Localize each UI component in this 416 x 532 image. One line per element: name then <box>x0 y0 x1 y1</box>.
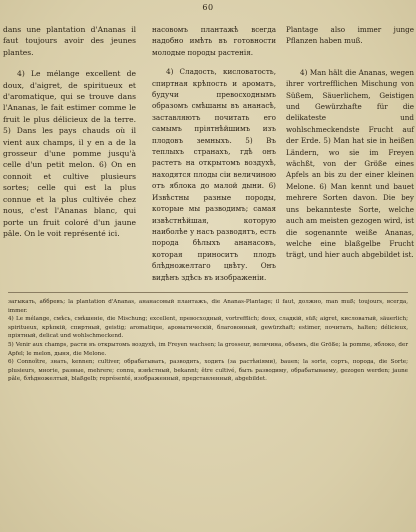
german-paragraph: 4) Man hält die Ananas, wegen ihrer vortrefflichen Mischung von Süßem, Säuerlichem, Geistigen und Gewürzhafte für die delikateste und wohlschmeckendste Frucht auf der Erde. 5) Man hat sie in heißen Ländern, wo sie im Freyen wächßt, von der Größe eines Apfels an bis zu der einer kleinen Melone. 6) Man kennt und bauet mehrere Sorten davon. Die bey uns bekannteste Sorte, welche auch am meisten gezogen wird, ist die sogenannte weiße Ananas, welche eine blaßgelbe Frucht trägt, und hier auch abgebildet ist. <box>286 67 414 260</box>
footnote-divider <box>8 292 408 293</box>
german-top-text: Plantage also immer junge Pflanzen haben muß. <box>286 25 414 46</box>
french-column <box>3 24 136 239</box>
french-top-text: dans une plantation d'Ananas il faut toujours avoir des jeunes plantes. <box>3 25 136 57</box>
footnote: 5) Venir aux champs, расти въ открытомъ воздухѣ, im Freyen wachsen; la grosseur, величина, объемъ, die Größe; la pomme, яблоко, der Apfel; le melon, дыня, die Melone. <box>8 341 408 357</box>
russian-top-text: насовомъ плантажѣ всегда надобно имѣть въ готовности молодые породы растенія. <box>152 25 276 57</box>
footnote: 4) Le mélange, смѣсь, смѣшеніе, die Mischung; excellent, превосходный, vortrefflich; doux, сладкій, süß; aigret, кисловатый, säuerlich; spiritueux, крѣпкій, спиртный, geistig; aromatique, ароматическій, благовонный, gewürzhaft; estimer, почитать, halten; délicieux, пріятный, delicat und wohlschmeckend. <box>8 316 408 340</box>
footnotes <box>8 298 408 384</box>
footnote: загыкать, аббревъ; la plantation d'Ananas, ананасовый плантажъ, die Ananas-Plantage; il faut, должно, man muß; toujours, всегда, immer. <box>8 299 408 314</box>
russian-paragraph: 4) Сладость, кисловатость, спиртная крѣпость и ароматъ, будучи превосходнымъ образомъ смѣшаны въ ананасѣ, заставляютъ почитать его самымъ пріятнѣйшимъ изъ плодовъ земныхъ. 5) Въ теплыхъ странахъ, гдѣ онъ растетъ на открытомъ воздухѣ, находятся плоды сіи величиною отъ яблока до малой дыни. 6) Извѣстны разные породы, которые мы разводимъ; самая извѣстнѣйшая, которую наиболѣе у насъ разводятъ, есть порода бѣлыхъ ананасовъ, которая приноситъ плодъ блѣдножелтаго цвѣту. Онъ видѣнъ здѣсь въ изображеніи. <box>152 67 276 282</box>
page-number: 60 <box>202 3 214 12</box>
french-paragraph: 4) Le mélange excellent de doux, d'aigret, de spiritueux et d'aromatique, qui se trouve dans l'Ananas, le fait estimer comme le fruit le plus délicieux de la terre. 5) Dans les pays chauds où il vient aux champs, il y en a de la grosseur d'une pomme jusqu'à celle d'un petit melon. 6) On en connoit et cultive plusieurs sortes; celle qui est la plus connue et la plus cultivée chez nous, c'est l'Ananas blanc, qui porte un fruit coloré d'un jaune pâle. On le voit représenté ici. <box>3 69 136 238</box>
russian-column <box>152 24 276 283</box>
german-column <box>286 24 414 261</box>
footnote: 6) Connoître, знать, kennen; cultiver, обрабатывать, разводить, ходить (за растѣніями), bauen; la sorte, сортъ, порода, die Sorte; plusieurs, многіе, разные, mehrere; connu, извѣстный, bekannt; être cultivé, быть разводиму, обрабатываему, gezogen werden; jaune pâle, блѣдножелтый, blaßgelb; représenté, изображенный, представленный, abgebildet. <box>8 359 408 383</box>
